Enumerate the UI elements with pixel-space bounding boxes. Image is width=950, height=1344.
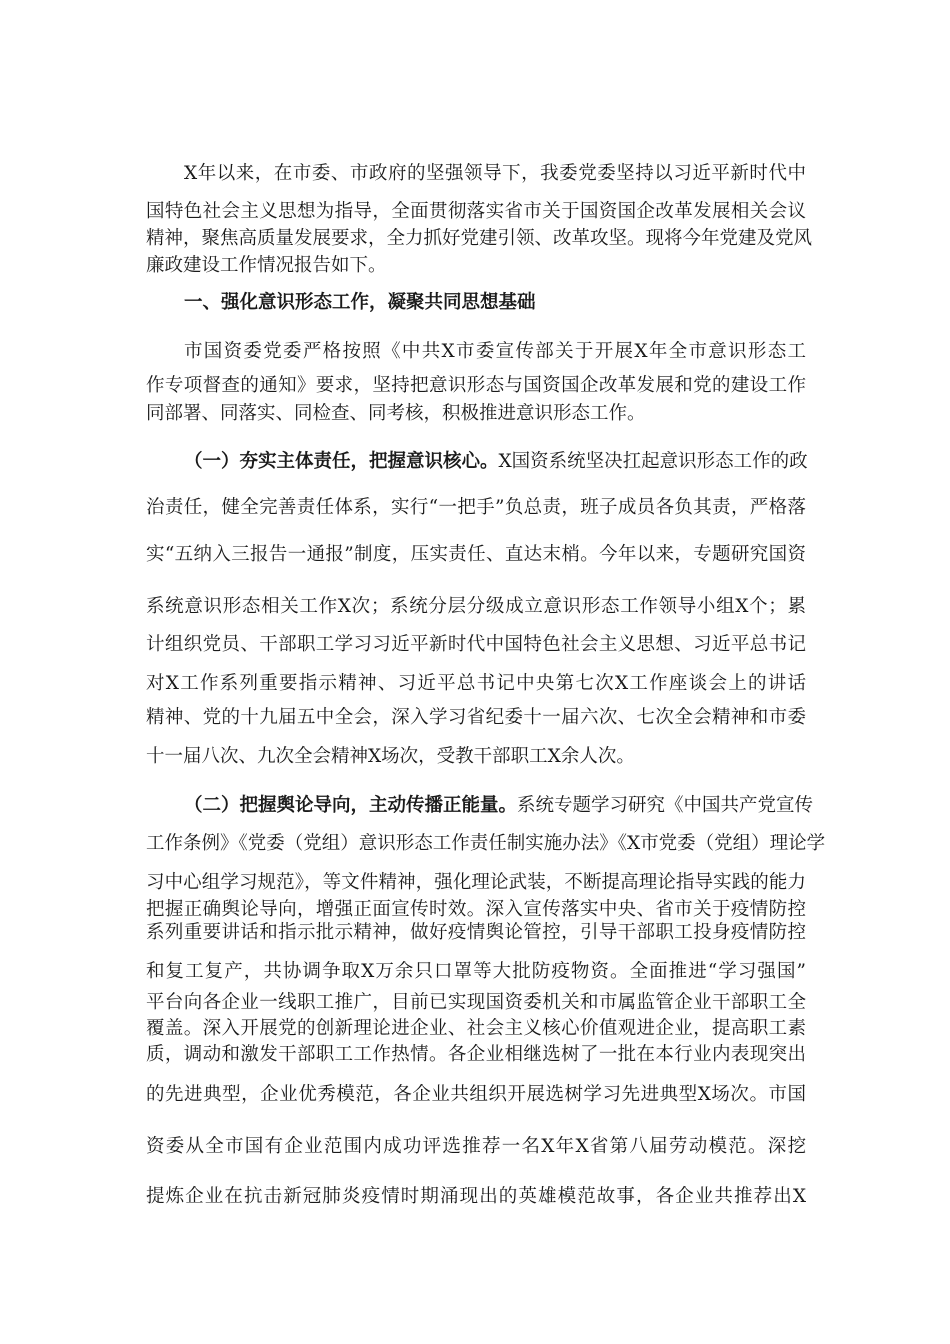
text-line: 系统意识形态相关工作X次；系统分层分级成立意识形态工作领导小组X个；累	[146, 596, 806, 617]
section-heading: 一、强化意识形态工作，凝聚共同思想基础	[184, 292, 536, 313]
text-line: 工作条例》《党委（党组）意识形态工作责任制实施办法》《X市党委（党组）理论学	[146, 833, 826, 854]
text-run: 系统专题学习研究《中国共产党宣传	[517, 795, 814, 816]
text-line: 精神、党的十九届五中全会，深入学习省纪委十一届六次、七次全会精神和市委	[146, 707, 806, 728]
text-run: X国资系统坚决扛起意识形态工作的政	[498, 451, 808, 472]
text-line: 和复工复产，共协调争取X万余只口罩等大批防疫物资。全面推进“学习强国”	[146, 961, 806, 982]
text-line: 对X工作系列重要指示精神、习近平总书记中央第七次X工作座谈会上的讲话	[146, 673, 806, 694]
subsection-lead: （二）把握舆论导向，主动传播正能量。	[184, 795, 518, 816]
text-line: 作专项督查的通知》要求，坚持把意识形态与国资国企改革发展和党的建设工作	[146, 375, 806, 396]
text-line: 同部署、同落实、同检查、同考核，积极推进意识形态工作。	[146, 403, 646, 424]
text-line: 平台向各企业一线职工推广，目前已实现国资委机关和市属监管企业干部职工全	[146, 992, 806, 1013]
text-line: 十一届八次、九次全会精神X场次，受教干部职工X余人次。	[146, 746, 635, 767]
text-line: 资委从全市国有企业范围内成功评选推荐一名X年X省第八届劳动模范。深挖	[146, 1136, 806, 1157]
text-line: 把握正确舆论导向，增强正面宣传时效。深入宣传落实中央、省市关于疫情防控	[146, 899, 806, 920]
text-line: 的先进典型，企业优秀模范，各企业共组织开展选树学习先进典型X场次。市国	[146, 1084, 806, 1105]
text-line: 提炼企业在抗击新冠肺炎疫情时期涌现出的英雄模范故事，各企业共推荐出X	[146, 1186, 806, 1207]
text-line: 治责任，健全完善责任体系，实行“一把手”负总责，班子成员各负其责，严格落	[146, 497, 806, 518]
text-line: 国特色社会主义思想为指导，全面贯彻落实省市关于国资国企改革发展相关会议	[146, 201, 806, 222]
text-line: 计组织党员、干部职工学习习近平新时代中国特色社会主义思想、习近平总书记	[146, 634, 806, 655]
text-line: 精神，聚焦高质量发展要求，全力抓好党建引领、改革攻坚。现将今年党建及党风	[146, 228, 813, 249]
text-line: 习中心组学习规范》，等文件精神，强化理论武装，不断提高理论指导实践的能力	[146, 872, 806, 893]
text-line	[184, 450, 806, 474]
text-line: 覆盖。深入开展党的创新理论进企业、社会主义核心价值观进企业，提高职工素	[146, 1018, 806, 1039]
text-line: X年以来，在市委、市政府的坚强领导下，我委党委坚持以习近平新时代中	[184, 163, 806, 184]
text-line: 实“五纳入三报告一通报”制度，压实责任、直达末梢。今年以来，专题研究国资	[146, 544, 806, 565]
text-line: 廉政建设工作情况报告如下。	[146, 255, 387, 276]
text-line	[184, 794, 814, 818]
subsection-lead: （一）夯实主体责任，把握意识核心。	[184, 451, 499, 472]
text-line: 市国资委党委严格按照《中共X市委宣传部关于开展X年全市意识形态工	[184, 341, 806, 362]
text-line: 系列重要讲话和指示批示精神，做好疫情舆论管控，引导干部职工投身疫情防控	[146, 922, 806, 943]
text-line: 质，调动和激发干部职工工作热情。各企业相继选树了一批在本行业内表现突出	[146, 1044, 806, 1065]
